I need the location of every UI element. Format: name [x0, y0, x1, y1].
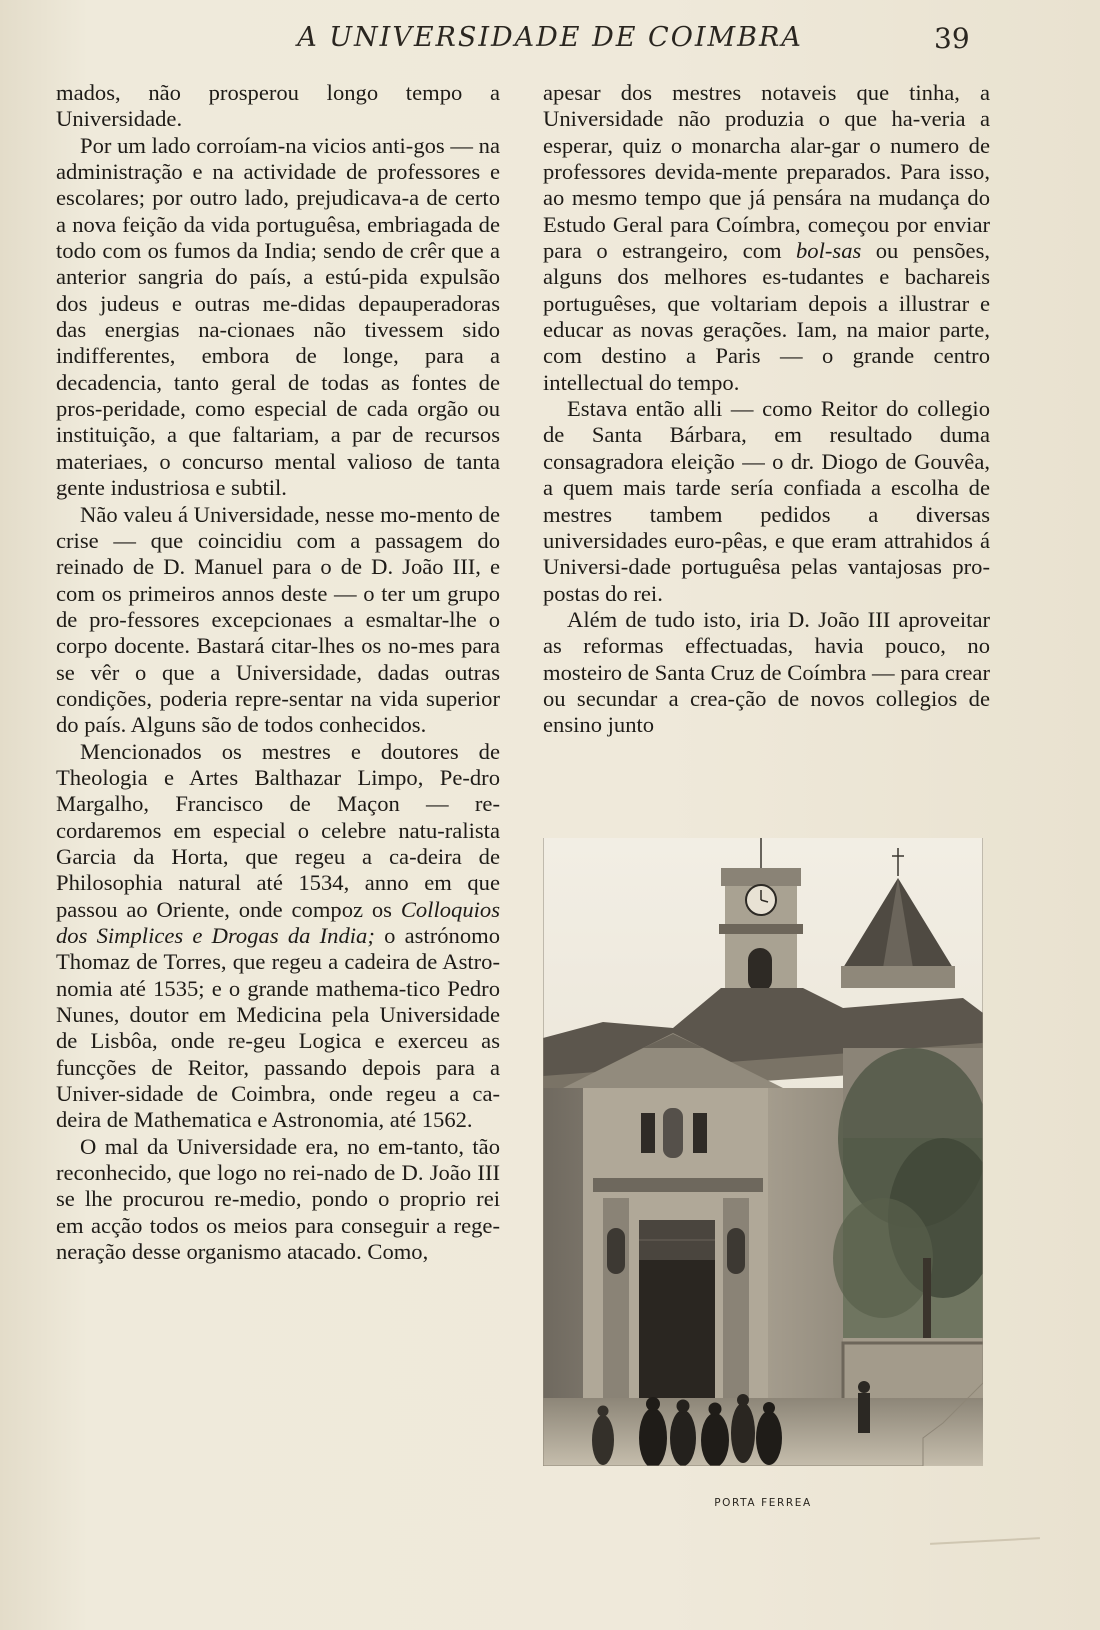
print-smudge — [930, 1537, 1040, 1545]
paragraph-text: o astrónomo Thomaz de Torres, que regeu a cadeira de Astro-nomia até 1535; e o grande mathema-tico Pedro Nunes, doutor em Medicina pela Universidade de Lisbôa, onde re-geu Logica e exerceu as funcções de Reitor, passando depois para a Univer-sidade de Coimbra, onde regeu a ca-deira de Mathematica e Astronomia, até 1562. — [56, 923, 500, 1133]
paragraph-text: apesar dos mestres notaveis que tinha, a Universidade não produzia o que ha-veria a esperar, quiz o monarcha alar-gar o numero de professores devida-mente preparados. Para isso, ao mesmo tempo que já pensára na mudança do Estudo Geral para Coímbra, começou por enviar para o estrangeiro, com — [543, 80, 990, 264]
paragraph — [56, 739, 500, 1134]
paragraph: Além de tudo isto, iria D. João III aproveitar as reformas effectuadas, havia pouco, no mosteiro de Santa Cruz de Coímbra — para crear ou secundar a crea-ção de novos collegios de ensino junto — [543, 606, 990, 738]
page-number: 39 — [934, 22, 970, 55]
paragraph: O mal da Universidade era, no em-tanto, tão reconhecido, que logo no rei-nado de D. João III se lhe procurou re-medio, pondo o proprio rei em acção todos os meios para conseguir a rege-neração desse organismo atacado. Como, — [56, 1133, 500, 1265]
paragraph — [543, 80, 990, 396]
italic-word: bol-sas — [796, 238, 862, 264]
photograph-porta-ferrea — [543, 838, 983, 1466]
paragraph: mados, não prosperou longo tempo a Universidade. — [56, 80, 500, 132]
paragraph: Por um lado corroíam-na vicios anti-gos — na administração e na actividade de professores e escolares; por outro lado, prejudicava-a de certo a nova feição da vida portuguêsa, embriagada de todo com os fumos da India; sendo de crêr que a anterior sangria do país, a estú-pida expulsão dos judeus e outras me-didas depauperadoras das energias na-cionaes não tivessem sido indifferentes, embora de longe, para a decadencia, tanto geral de todas as fontes de pros-peridade, como especial de cada orgão ou instituição, a que faltariam, a par de recursos materiaes, o concurso mental valioso de tanta gente industriosa e subtil. — [56, 132, 500, 501]
right-text-column — [543, 80, 990, 739]
paragraph: Não valeu á Universidade, nesse mo-mento de crise — que coincidiu com a passagem do reinado de D. Manuel para o de D. João III, e com os primeiros annos deste — o ter um grupo de pro-fessores excepcionaes a esmaltar-lhe o corpo docente. Bastará citar-lhes os no-mes para se vêr o que a Universidade, dadas outras condições, poderia repre-sentar na vida superior do país. Alguns são de todos conhecidos. — [56, 501, 500, 738]
left-text-column — [56, 80, 500, 1265]
paragraph-text: ou pensões, alguns dos melhores es-tudantes e bachareis portuguêses, que voltariam depois a illustrar e educar as novas gerações. Iam, na maior parte, com destino a Paris — o grande centro intellectual do tempo. — [543, 238, 991, 395]
figure-caption: PORTA FERREA — [714, 1497, 812, 1509]
running-header-title: A UNIVERSIDADE DE COIMBRA — [297, 22, 803, 53]
paragraph: Estava então alli — como Reitor do collegio de Santa Bárbara, em resultado duma consagradora eleição — o dr. Diogo de Gouvêa, a quem mais tarde sería confiada a escolha de mestres tambem pedidos a diversas universidades euro-pêas, e que eram attrahidos á Universi-dade portuguêsa pelas vantajosas pro-postas do rei. — [543, 396, 990, 606]
book-title: Colloquios dos Simplices e Drogas da India; — [56, 896, 500, 948]
paragraph-text: Mencionados os mestres e doutores de Theologia e Artes Balthazar Limpo, Pe-dro Margalho, Francisco de Maçon — re-cordaremos em especial o celebre natu-ralista Garcia da Horta, que regeu a ca-deira de Philosophia natural até 1534, anno em que passou ao Oriente, onde compoz os — [56, 738, 500, 922]
